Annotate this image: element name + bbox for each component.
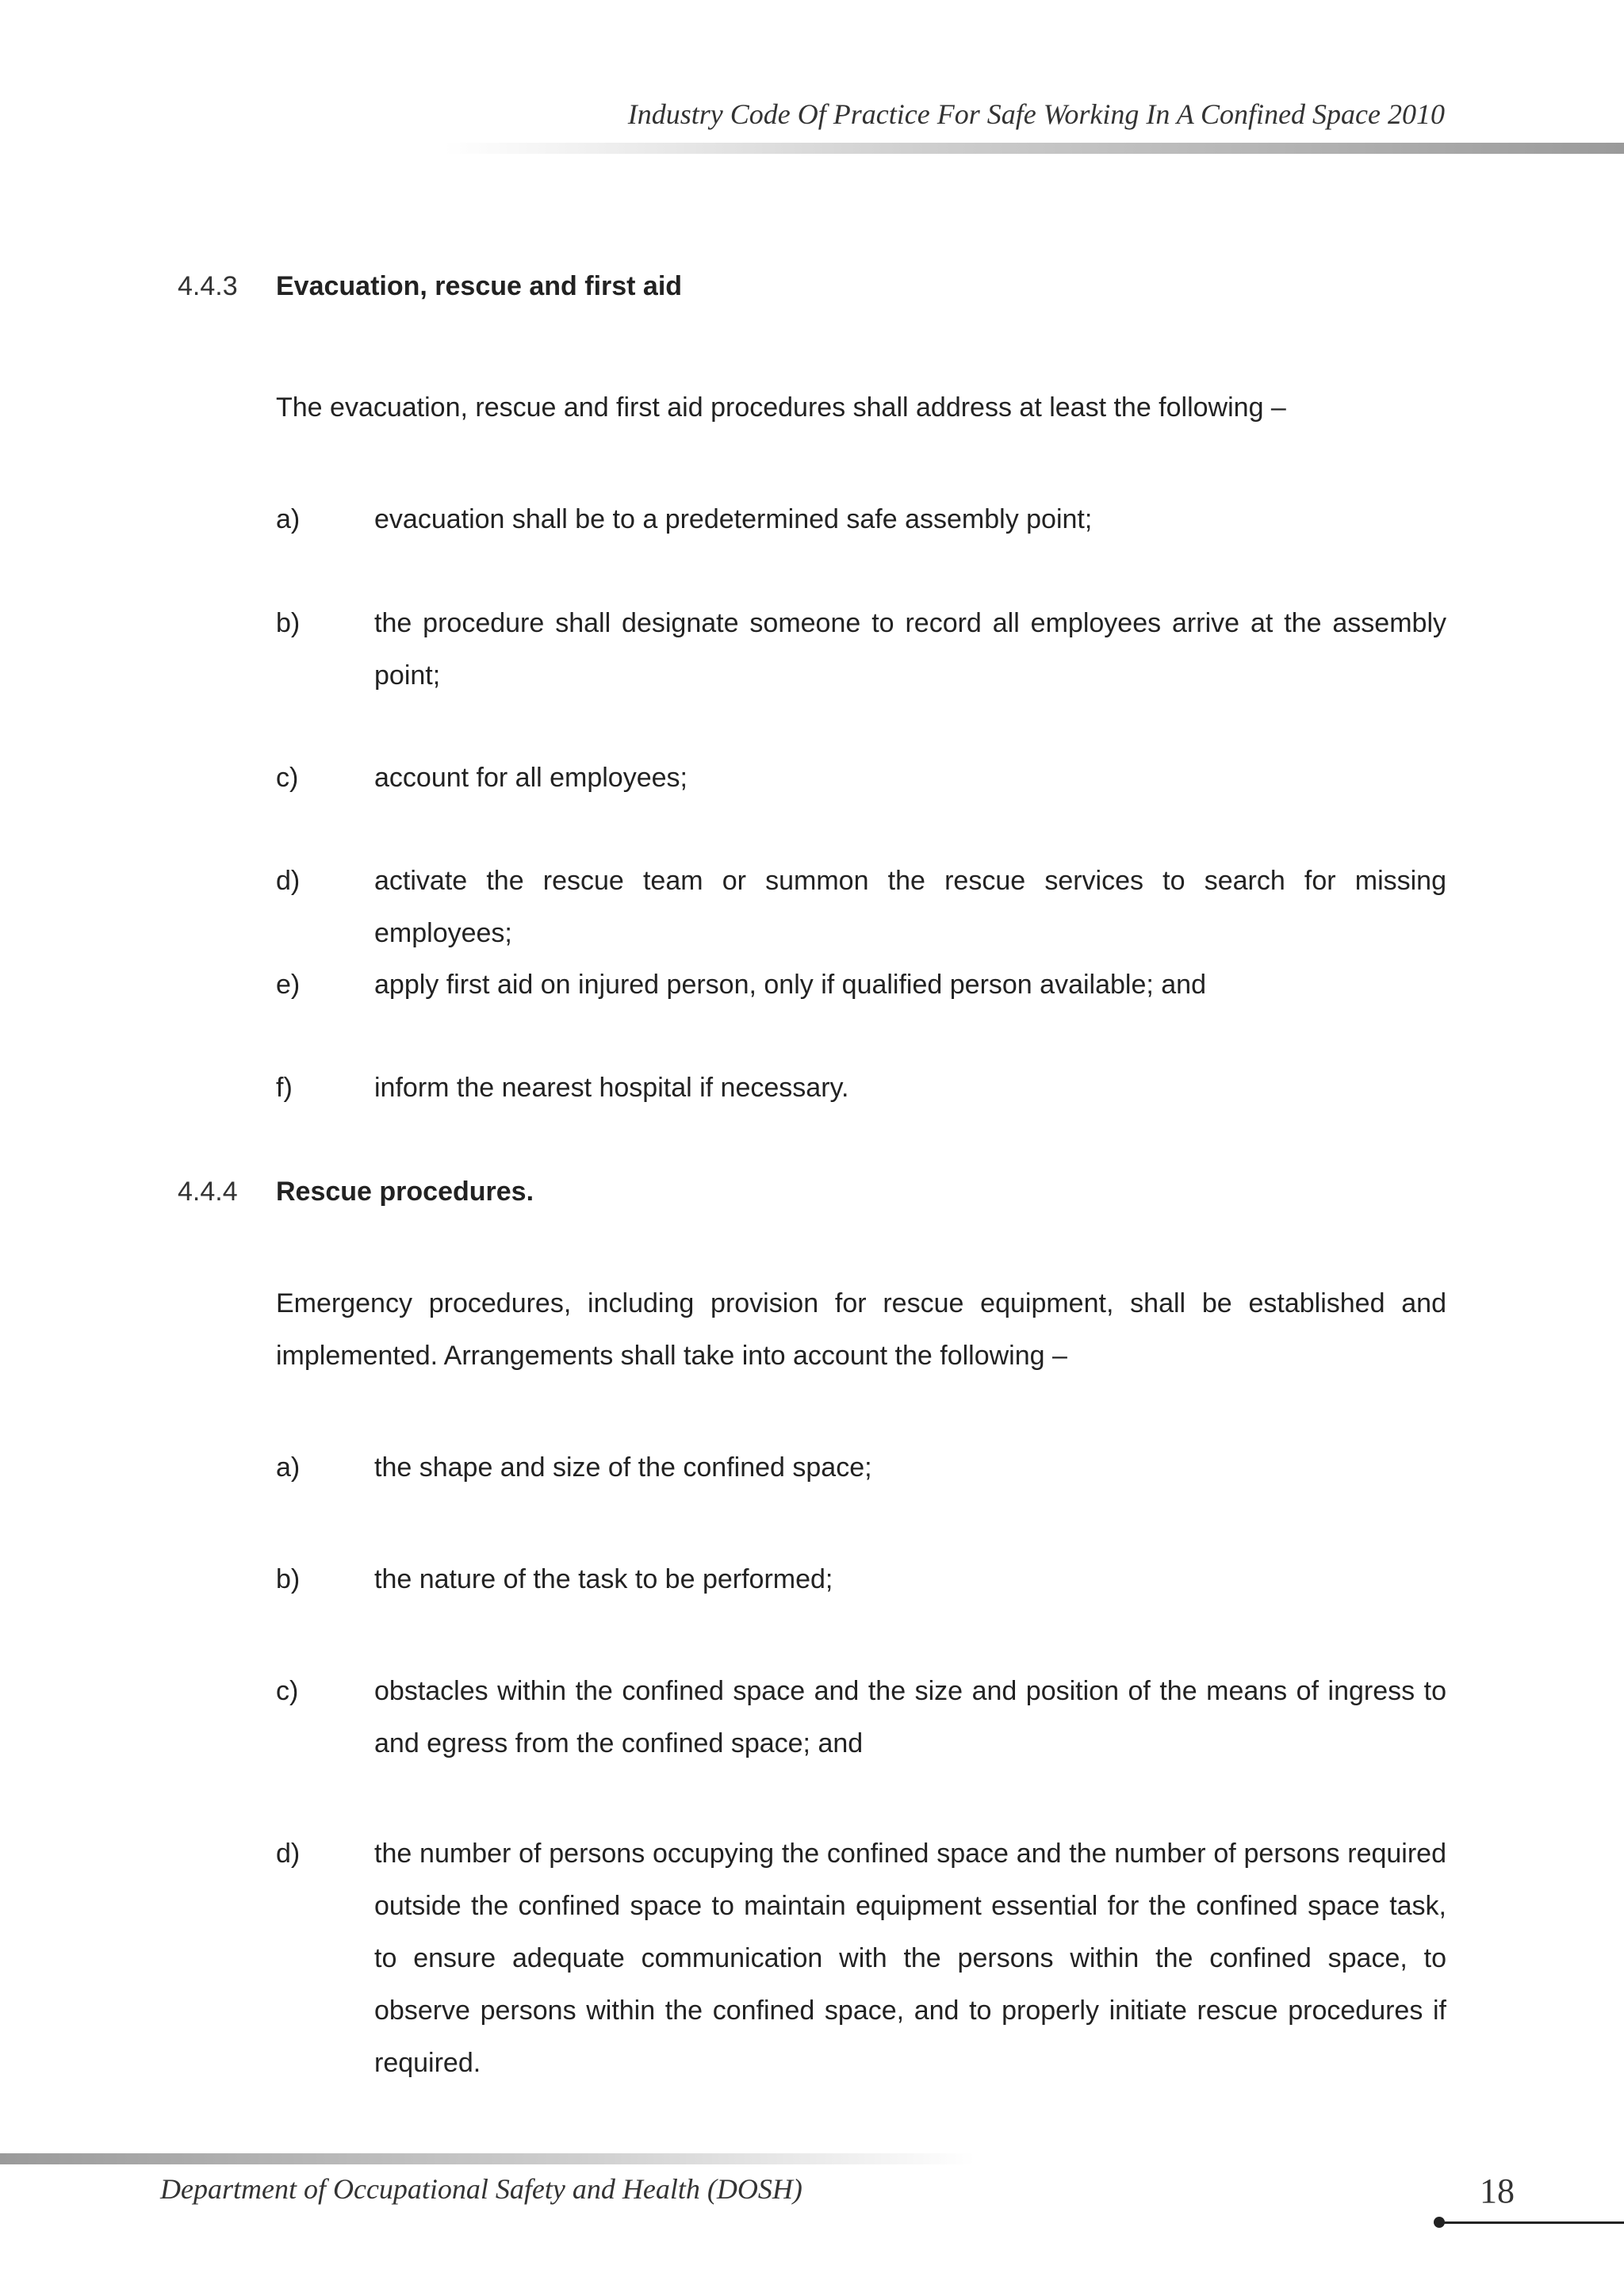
section-title: Rescue procedures. [276, 1177, 534, 1207]
list-item-text: the procedure shall designate someone to record all employees arrive at the assembly point; [374, 608, 1446, 691]
running-header-title: Industry Code Of Practice For Safe Working In A Confined Space 2010 [627, 98, 1445, 130]
list-item [276, 1827, 1446, 2089]
list-item-letter: b) [276, 608, 301, 638]
list-item-text: activate the rescue team or summon the rescue services to search for missing employees; [374, 866, 1446, 948]
list-item-letter: c) [276, 763, 299, 793]
list-item-letter: d) [276, 1839, 301, 1869]
list-item [276, 1665, 1446, 1770]
list-item-letter: a) [276, 1452, 301, 1483]
page-number-rule [1440, 2221, 1624, 2224]
list-item-letter: c) [276, 1676, 299, 1706]
page-number-dot [1434, 2217, 1445, 2228]
header-rule [444, 143, 1624, 154]
page-number: 18 [1480, 2172, 1515, 2210]
list-item-text: account for all employees; [374, 763, 688, 793]
footer-department: Department of Occupational Safety and Health (DOSH) [160, 2173, 802, 2205]
list-item-text: the number of persons occupying the confined space and the number of persons required outside the confined space to maintain equipment essential for the confined space task, to ensure adequate communication with the persons within the confined space, to observe persons within the confined space, and to properly initiate rescue procedures if required. [374, 1839, 1446, 2078]
list-item-text: the shape and size of the confined space; [374, 1452, 872, 1483]
list-item-text: obstacles within the confined space and the size and position of the means of ingress to and egress from the confined space; and [374, 1676, 1446, 1758]
list-item-letter: d) [276, 866, 301, 896]
section-number: 4.4.3 [178, 271, 238, 301]
section-intro: Emergency procedures, including provision for rescue equipment, shall be established and implemented. Arrangements shall take into account the following – [276, 1288, 1446, 1371]
footer-rule [0, 2153, 975, 2164]
list-item-letter: a) [276, 504, 301, 534]
list-item [276, 855, 1446, 959]
list-item [276, 1553, 1446, 1605]
section-number: 4.4.4 [178, 1177, 238, 1207]
list-item-text: the nature of the task to be performed; [374, 1564, 833, 1594]
list-item [276, 1062, 1446, 1114]
list-item-text: inform the nearest hospital if necessary. [374, 1073, 849, 1103]
list-item [276, 959, 1446, 1011]
section-intro: The evacuation, rescue and first aid procedures shall address at least the following – [276, 392, 1286, 423]
list-item [276, 1441, 1446, 1494]
list-item-letter: e) [276, 970, 301, 1000]
list-item-text: apply first aid on injured person, only if qualified person available; and [374, 970, 1206, 1000]
list-item [276, 597, 1446, 702]
list-item-letter: b) [276, 1564, 301, 1594]
list-item [276, 493, 1446, 545]
list-item-letter: f) [276, 1073, 293, 1103]
list-item-text: evacuation shall be to a predetermined safe assembly point; [374, 504, 1093, 534]
section-title: Evacuation, rescue and first aid [276, 271, 683, 301]
list-item [276, 752, 1446, 804]
